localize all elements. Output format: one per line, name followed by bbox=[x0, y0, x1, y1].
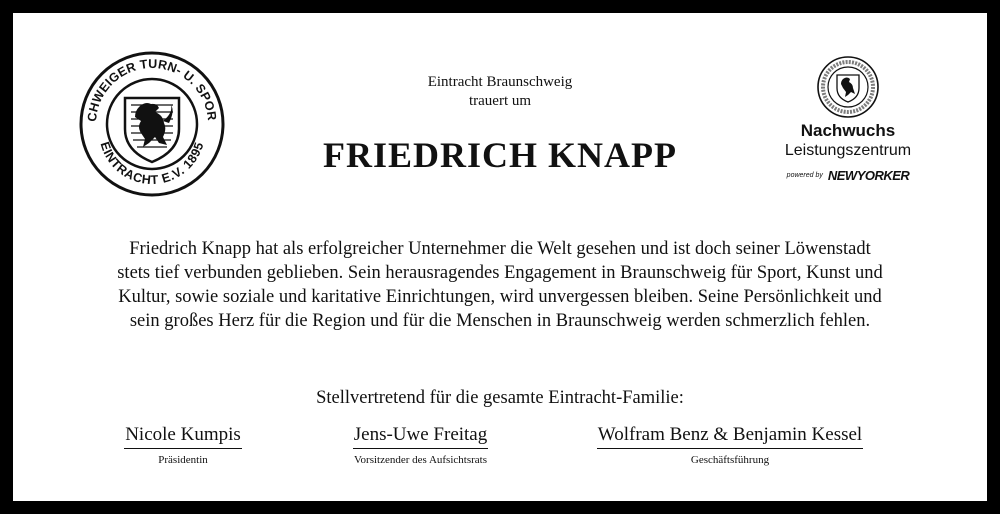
lion-seal-icon bbox=[816, 55, 880, 119]
signatory-board-chair bbox=[333, 423, 508, 467]
obituary-line: Friedrich Knapp hat als erfolgreicher Unternehmer die Welt gesehen und ist doch seiner Löwenstadt bbox=[129, 239, 871, 259]
closing-line: Stellvertretend für die gesamte Eintracht-Familie: bbox=[316, 388, 684, 408]
obituary-line: sein großes Herz für die Region und für die Menschen in Braunschweig werden schmerzlich fehlen. bbox=[129, 311, 871, 331]
nlz-subtitle: Leistungszentrum bbox=[784, 142, 912, 159]
signatory-management bbox=[575, 423, 885, 467]
signatory-name: Nicole Kumpis bbox=[124, 423, 242, 449]
club-crest-logo bbox=[79, 51, 225, 197]
nlz-title: Nachwuchs bbox=[800, 121, 896, 140]
obituary-line: Kultur, sowie soziale und karitative Einrichtungen, wird unvergessen bleiben. Seine Persönlichkeit und bbox=[118, 287, 882, 307]
powered-by-label: powered by bbox=[786, 172, 823, 179]
signatory-name: Jens-Uwe Freitag bbox=[353, 423, 489, 449]
obituary-line: stets tief verbunden geblieben. Sein herausragendes Engagement in Braunschweig für Sport, Kunst und bbox=[117, 263, 883, 283]
signatory-role: Vorsitzender des Aufsichtsrats bbox=[354, 454, 487, 466]
mourning-intro: trauert um bbox=[468, 93, 532, 109]
signatory-role: Geschäftsführung bbox=[690, 454, 770, 466]
signatory-role: Präsidentin bbox=[158, 454, 208, 466]
obituary-card bbox=[13, 13, 987, 501]
header bbox=[213, 73, 787, 175]
nlz-logo bbox=[773, 55, 923, 190]
crest-ring-bottom: EINTRACHT E.V. 1895 bbox=[97, 140, 207, 188]
sponsor-logo: NEWYORKER bbox=[827, 168, 910, 183]
signatory-president bbox=[118, 423, 248, 467]
obituary-text bbox=[73, 237, 927, 333]
organization-name: Eintracht Braunschweig bbox=[427, 74, 573, 90]
powered-by-line bbox=[773, 168, 923, 184]
deceased-name: FRIEDRICH KNAPP bbox=[323, 135, 677, 175]
crest-ring-top: CHWEIGER TURN- U. SPOR bbox=[84, 56, 220, 123]
lion-shield-icon bbox=[79, 51, 225, 197]
signatory-name: Wolfram Benz & Benjamin Kessel bbox=[597, 423, 863, 449]
